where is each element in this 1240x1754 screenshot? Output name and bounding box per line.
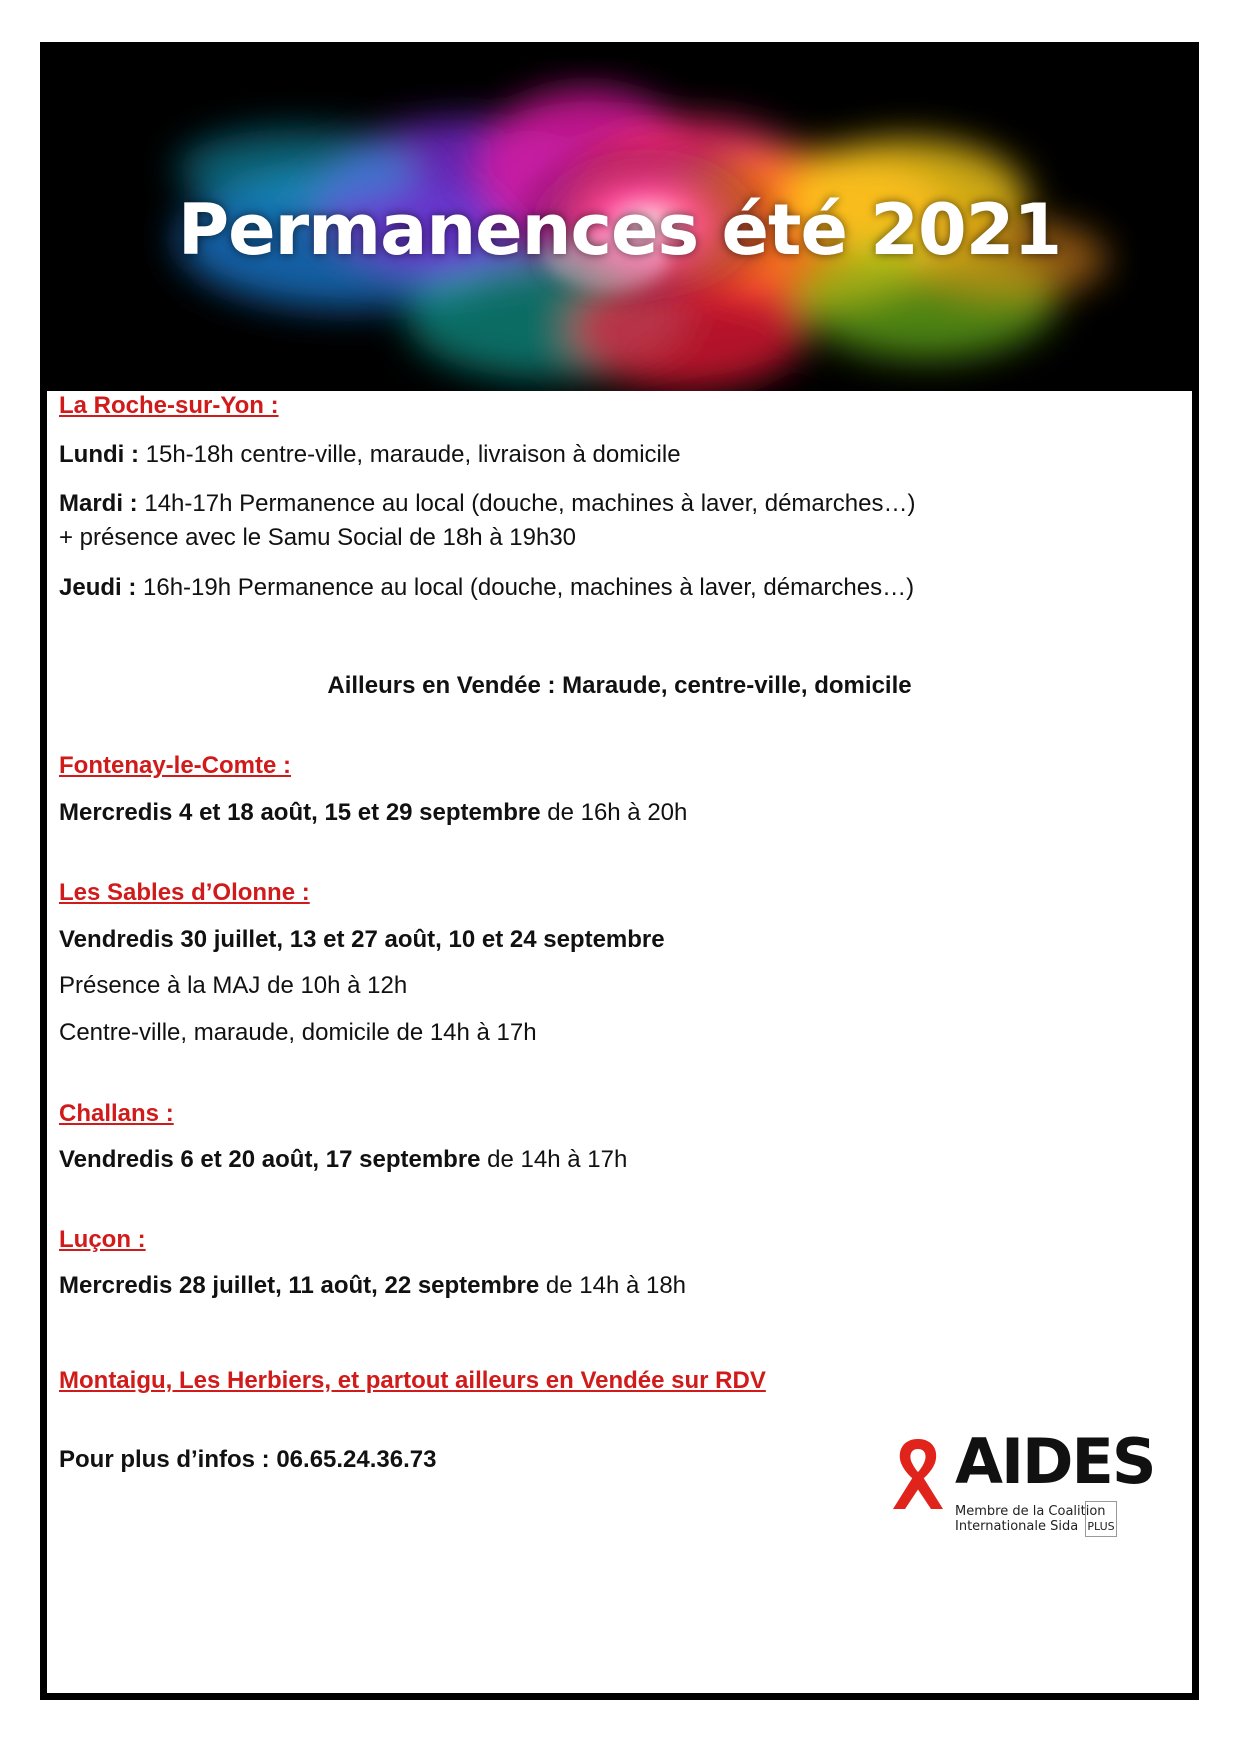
- roche-mardi: [59, 489, 915, 519]
- challans-hours: de 14h à 17h: [480, 1146, 628, 1173]
- sables-dates: [59, 925, 665, 955]
- jeudi-text: 16h-19h Permanence au local (douche, machines à laver, démarches…): [136, 574, 915, 601]
- lucon-heading: Luçon :: [59, 1226, 146, 1253]
- aides-wordmark: AIDES: [955, 1425, 1155, 1498]
- lucon-days: Mercredis 28 juillet, 11 août, 22 septembre: [59, 1272, 540, 1299]
- challans-heading: Challans :: [59, 1100, 174, 1127]
- challans-dates: [59, 1145, 627, 1175]
- aides-sub-line1: Membre de la Coalition: [955, 1504, 1106, 1519]
- red-ribbon-icon: [883, 1433, 953, 1513]
- banner: [47, 49, 1192, 391]
- contact-line: [59, 1445, 436, 1475]
- fontenay-dates: [59, 798, 687, 828]
- contact-text: Pour plus d’infos : 06.65.24.36.73: [59, 1446, 437, 1473]
- jeudi-label: Jeudi :: [59, 574, 137, 601]
- roche-mardi-extra: + présence avec le Samu Social de 18h à 19h30: [59, 524, 577, 551]
- lucon-dates: [59, 1271, 686, 1301]
- mardi-text: 14h-17h Permanence au local (douche, machines à laver, démarches…): [137, 490, 916, 517]
- aides-logo: [883, 1425, 1155, 1557]
- lundi-label: Lundi :: [59, 441, 139, 468]
- roche-jeudi: [59, 573, 914, 603]
- mardi-label: Mardi :: [59, 490, 138, 517]
- fontenay-days: Mercredis 4 et 18 août, 15 et 29 septembre: [59, 799, 541, 826]
- ailleurs-line: Ailleurs en Vendée : Maraude, centre-ville, domicile: [327, 672, 912, 699]
- fontenay-heading: Fontenay-le-Comte :: [59, 752, 292, 779]
- sables-line1: Présence à la MAJ de 10h à 12h: [59, 972, 408, 999]
- poster-title: Permanences été 2021: [177, 189, 1062, 271]
- challans-days: Vendredis 6 et 20 août, 17 septembre: [59, 1146, 481, 1173]
- poster-frame: [40, 42, 1199, 1700]
- aides-subtitle: [955, 1504, 1106, 1534]
- coalition-plus-logo: PLUS: [1085, 1501, 1117, 1537]
- roche-lundi: [59, 440, 681, 470]
- aides-sub-line2: Internationale Sida: [955, 1519, 1079, 1534]
- montaigu-heading: Montaigu, Les Herbiers, et partout ailleurs en Vendée sur RDV: [59, 1367, 766, 1394]
- sables-line2: Centre-ville, maraude, domicile de 14h à 17h: [59, 1019, 537, 1046]
- roche-heading: La Roche-sur-Yon :: [59, 392, 279, 419]
- lundi-text: 15h-18h centre-ville, maraude, livraison à domicile: [138, 441, 681, 468]
- sables-heading: Les Sables d’Olonne :: [59, 879, 310, 906]
- sables-days: Vendredis 30 juillet, 13 et 27 août, 10 et 24 septembre: [59, 926, 665, 953]
- lucon-hours: de 14h à 18h: [539, 1272, 687, 1299]
- fontenay-hours: de 16h à 20h: [540, 799, 688, 826]
